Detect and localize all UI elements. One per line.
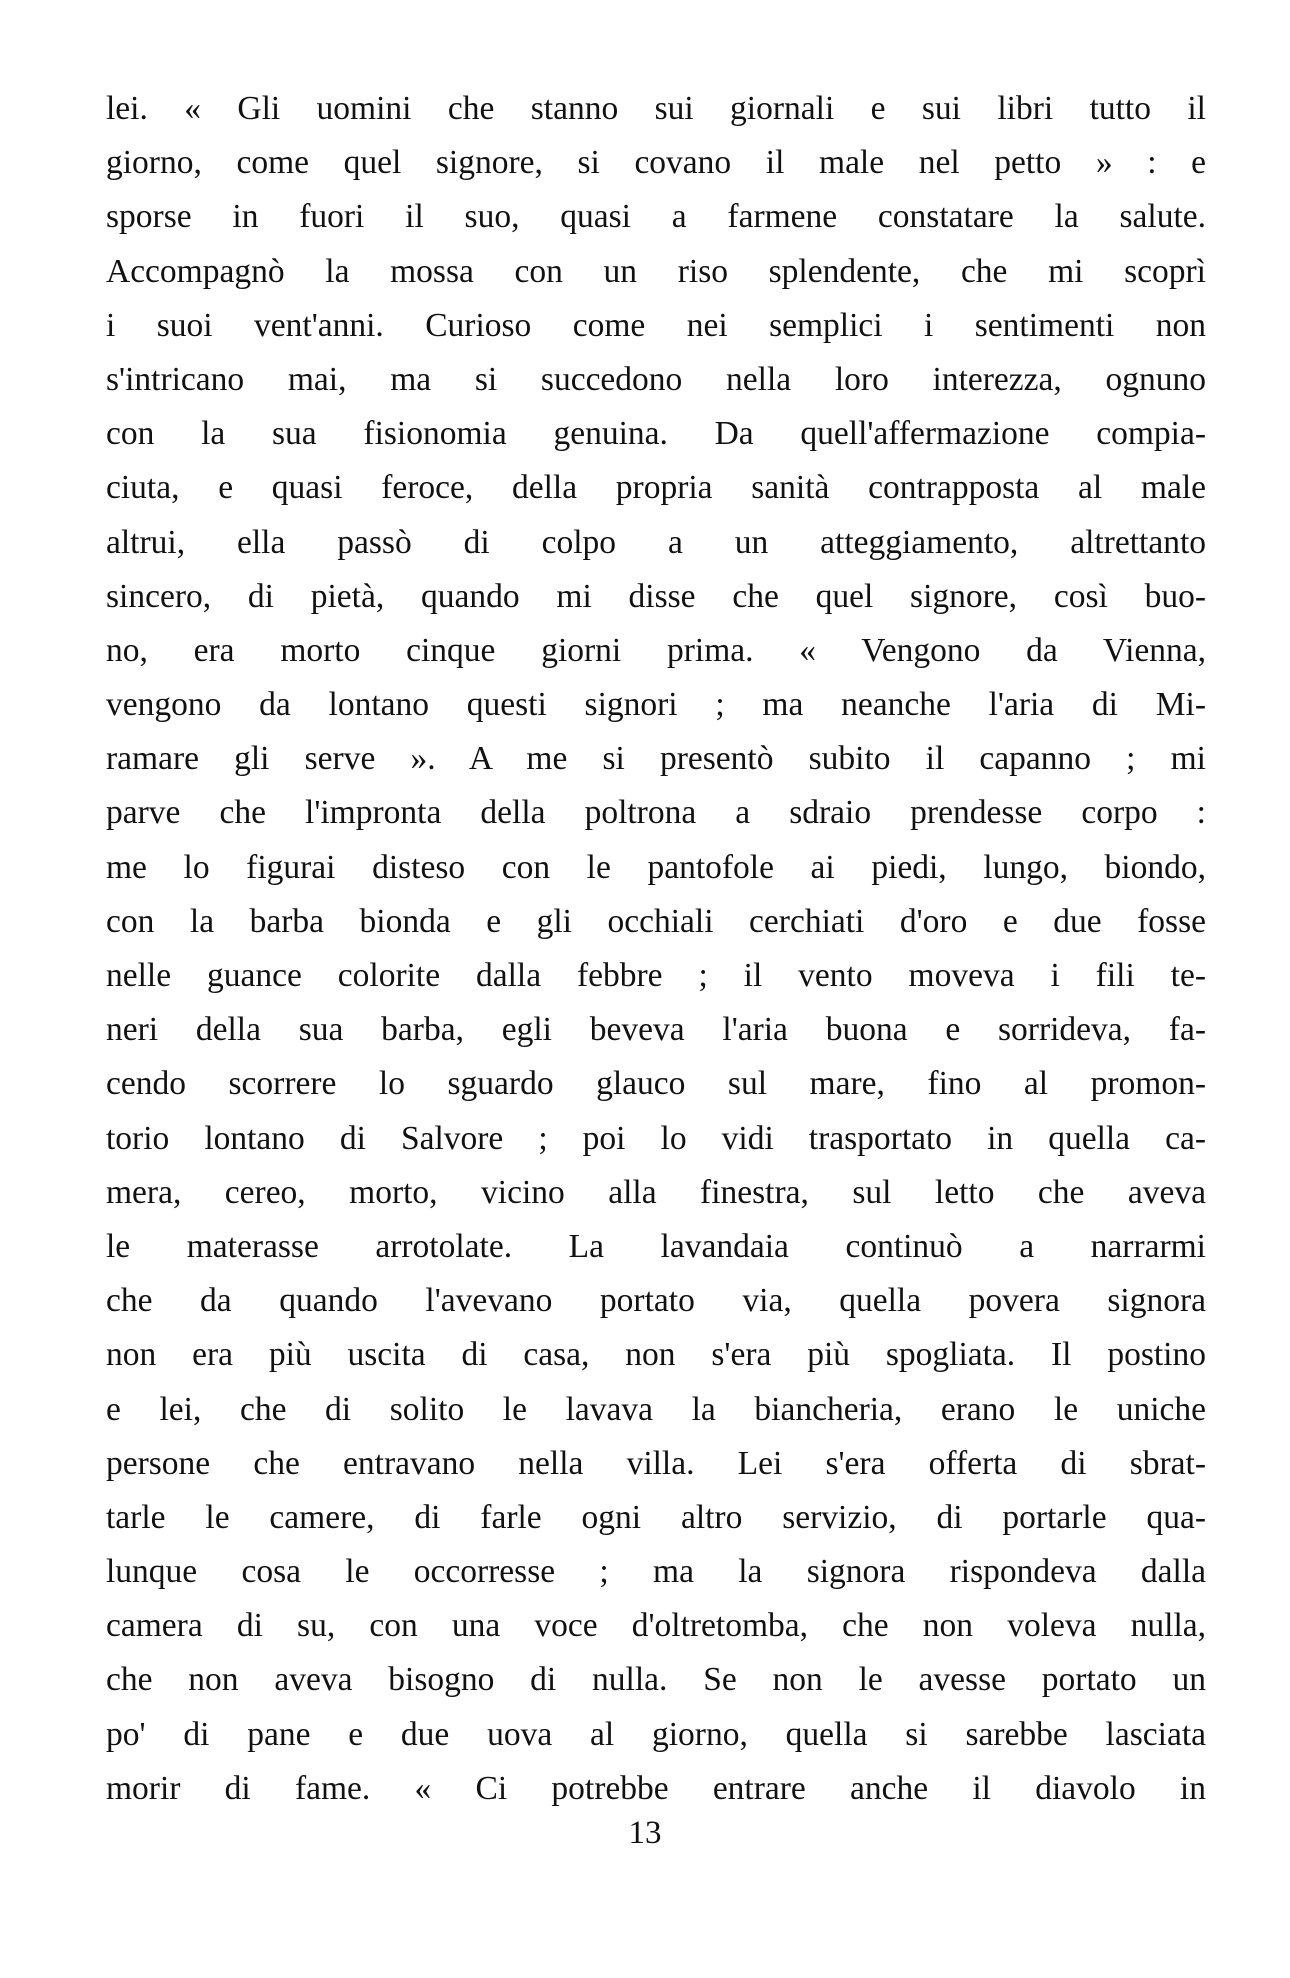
text-line: con la sua fisionomia genuina. Da quell'affermazione compia-	[106, 415, 1206, 453]
text-line: lei. « Gli uomini che stanno sui giornali e sui libri tutto il	[106, 90, 1206, 127]
text-line: neri della sua barba, egli beveva l'aria buona e sorrideva, fa-	[106, 1011, 1206, 1049]
text-line: altrui, ella passò di colpo a un atteggiamento, altrettanto	[106, 523, 1206, 561]
text-line: ciuta, e quasi feroce, della propria sanità contrapposta al male	[106, 469, 1206, 507]
text-line: sporse in fuori il suo, quasi a farmene constatare la salute.	[106, 198, 1206, 236]
text-line: po' di pane e due uova al giorno, quella si sarebbe lasciata	[106, 1715, 1206, 1753]
text-line: e lei, che di solito le lavava la biancheria, erano le uniche	[106, 1390, 1206, 1428]
text-line: con la barba bionda e gli occhiali cerchiati d'oro e due fosse	[106, 902, 1206, 940]
text-line: me lo figurai disteso con le pantofole ai piedi, lungo, biondo,	[106, 848, 1206, 886]
text-line: i suoi vent'anni. Curioso come nei semplici i sentimenti non	[106, 306, 1206, 344]
text-line: Accompagnò la mossa con un riso splendente, che mi scoprì	[106, 252, 1206, 290]
text-line: le materasse arrotolate. La lavandaia continuò a narrarmi	[106, 1227, 1206, 1265]
text-line: vengono da lontano questi signori ; ma neanche l'aria di Mi-	[106, 686, 1206, 724]
text-line: sincero, di pietà, quando mi disse che quel signore, così buo-	[106, 577, 1206, 615]
text-line: tarle le camere, di farle ogni altro servizio, di portarle qua-	[106, 1498, 1206, 1536]
text-line: camera di su, con una voce d'oltretomba, che non voleva nulla,	[106, 1607, 1206, 1645]
text-line: no, era morto cinque giorni prima. « Vengono da Vienna,	[106, 631, 1206, 669]
text-line: persone che entravano nella villa. Lei s'era offerta di sbrat-	[106, 1444, 1206, 1482]
text-line: ramare gli serve ». A me si presentò subito il capanno ; mi	[106, 740, 1206, 778]
text-line: non era più uscita di casa, non s'era più spogliata. Il postino	[106, 1336, 1206, 1374]
page-number: 13	[628, 1815, 662, 1851]
text-line: mera, cereo, morto, vicino alla finestra, sul letto che aveva	[106, 1173, 1206, 1211]
text-line: che non aveva bisogno di nulla. Se non le avesse portato un	[106, 1661, 1206, 1699]
body-text	[106, 82, 1206, 1816]
text-line: giorno, come quel signore, si covano il male nel petto » : e	[106, 144, 1206, 182]
text-line: cendo scorrere lo sguardo glauco sul mare, fino al promon-	[106, 1065, 1206, 1103]
text-line: s'intricano mai, ma si succedono nella loro interezza, ognuno	[106, 360, 1206, 398]
text-line: lunque cosa le occorresse ; ma la signora rispondeva dalla	[106, 1553, 1206, 1591]
text-line: parve che l'impronta della poltrona a sdraio prendesse corpo :	[106, 794, 1206, 832]
text-line: che da quando l'avevano portato via, quella povera signora	[106, 1282, 1206, 1320]
text-line: morir di fame. « Ci potrebbe entrare anche il diavolo in	[106, 1769, 1206, 1807]
text-line: nelle guance colorite dalla febbre ; il vento moveva i fili te-	[106, 957, 1206, 994]
text-line: torio lontano di Salvore ; poi lo vidi trasportato in quella ca-	[106, 1119, 1206, 1157]
